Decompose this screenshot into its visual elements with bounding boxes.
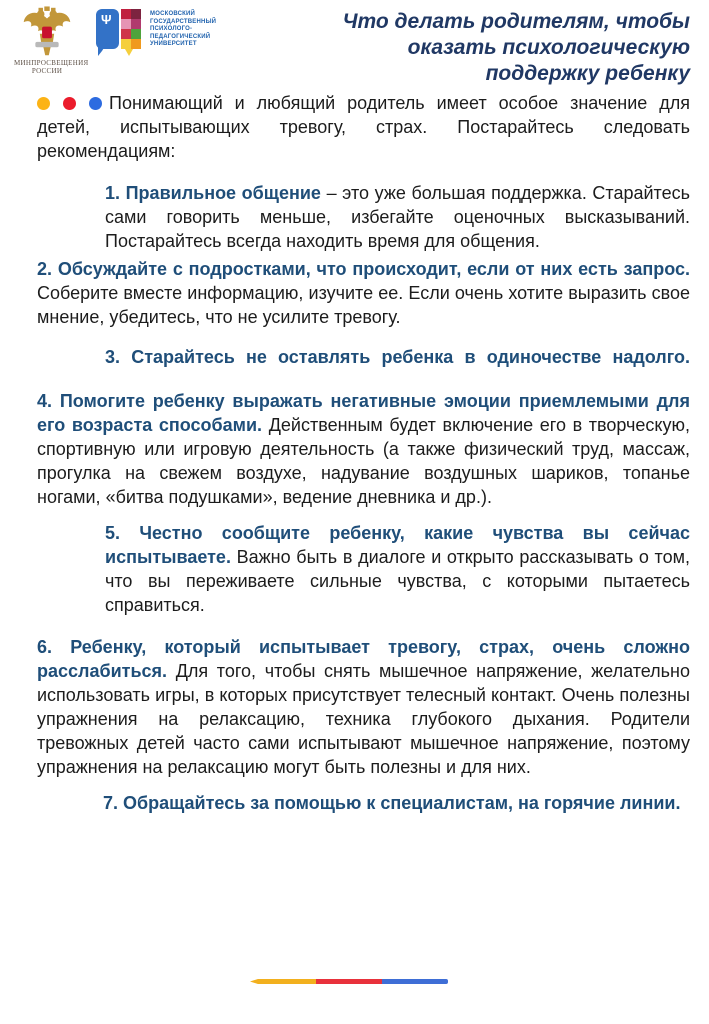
footer-bar-segment: [250, 979, 316, 984]
bullet-dot: [89, 97, 102, 110]
recommendation-item-5: [105, 521, 690, 617]
item-body: Для того, чтобы снять мышечное напряжение, желательно использовать игры, в которых присутствует телесный контакт. Очень полезны упражнения на релаксацию, техника глубокого дыхания. Родители тревожных детей часто сами испытывают мышечное напряжение, поэтому упражнения на релаксацию могут быть полезны и для них.: [37, 661, 690, 777]
psi-icon: Ψ: [101, 12, 112, 27]
header: [0, 0, 709, 87]
item-body: Действенным будет включение его в творческую, спортивную или игровую деятельность (а также физический труд, массаж, прогулка на свежем воздухе, надувание воздушных шариков, топанье ногами, «битва подушками», ведение дневника и др.).: [37, 415, 690, 507]
recommendation-item-7: [75, 791, 690, 815]
mgppu-square: [131, 39, 141, 49]
footer-bar-segment: [382, 979, 448, 984]
double-eagle-icon: [20, 6, 74, 58]
ministry-caption-line1: МИНПРОСВЕЩЕНИЯ: [14, 59, 89, 67]
university-emblem-icon: [96, 6, 146, 68]
intro-text: Понимающий и любящий родитель имеет особое значение для детей, испытывающих тревогу, страх. Постарайтесь следовать рекомендациям:: [37, 93, 690, 161]
item-body: – это уже большая поддержка. Старайтесь сами говорить меньше, избегайте оценочных высказываний. Постарайтесь всегда находить время для общения.: [105, 183, 690, 251]
mgppu-square: [121, 29, 131, 39]
title-line: поддержку ребенку: [485, 62, 690, 85]
bubble-tail-icon: [125, 49, 133, 60]
item-lead: 4. Помогите ребенку выражать негативные эмоции приемлемыми для его возраста способами.: [37, 391, 690, 435]
bullet-dot: [63, 97, 76, 110]
ministry-caption-line2: РОССИИ: [31, 67, 63, 75]
item-lead: 5. Честно сообщите ребенку, какие чувства вы сейчас испытываете.: [105, 523, 690, 567]
university-logo: [96, 6, 216, 68]
item-lead: 3. Старайтесь не оставлять ребенка в одиночестве надолго.: [105, 347, 690, 367]
recommendation-item-3: [105, 345, 690, 369]
mgppu-square: [121, 19, 131, 29]
university-caption-line: ПСИХОЛОГО-: [150, 26, 193, 32]
page-title: [258, 9, 690, 87]
university-caption-line: УНИВЕРСИТЕТ: [150, 41, 197, 47]
university-caption-line: ГОСУДАРСТВЕННЫЙ: [150, 18, 217, 25]
university-caption-line: ПЕДАГОГИЧЕСКИЙ: [150, 33, 211, 40]
mgppu-square: [131, 19, 141, 29]
item-lead: 7. Обращайтесь за помощью к специалистам, на горячие линии.: [103, 793, 681, 813]
university-caption-line: МОСКОВСКИЙ: [150, 11, 196, 17]
mgppu-square: [121, 9, 131, 19]
recommendation-item-4: [37, 389, 690, 509]
ministry-logo: [14, 6, 89, 75]
item-lead: 1. Правильное общение: [105, 183, 321, 203]
footer-bar-segment: [316, 979, 382, 984]
item-body: Важно быть в диалоге и открыто рассказывать о том, что вы переживаете сильные чувства, с которыми пытаетесь справиться.: [105, 547, 690, 615]
item-lead: 6. Ребенку, который испытывает тревогу, страх, очень сложно расслабиться.: [37, 637, 690, 681]
mgppu-square: [131, 29, 141, 39]
title-line: Что делать родителям, чтобы: [342, 10, 690, 33]
recommendation-item-2: [37, 257, 690, 329]
mgppu-square: [121, 39, 131, 49]
mgppu-square: [131, 9, 141, 19]
item-body: Соберите вместе информацию, изучите ее. Если очень хотите выразить свое мнение, убедитесь, что не усилите тревогу.: [37, 283, 690, 327]
logo-group: [14, 6, 216, 75]
color-squares-icon: [121, 9, 141, 49]
bullet-dot: [37, 97, 50, 110]
recommendation-item-1: [105, 181, 690, 253]
recommendation-item-6: [37, 635, 690, 779]
footer-divider: [250, 979, 448, 984]
item-lead: 2. Обсуждайте с подростками, что происходит, если от них есть запрос.: [37, 259, 690, 279]
speech-bubble-icon: [96, 9, 119, 49]
title-line: оказать психологическую: [407, 36, 690, 59]
intro-paragraph: [37, 91, 690, 163]
